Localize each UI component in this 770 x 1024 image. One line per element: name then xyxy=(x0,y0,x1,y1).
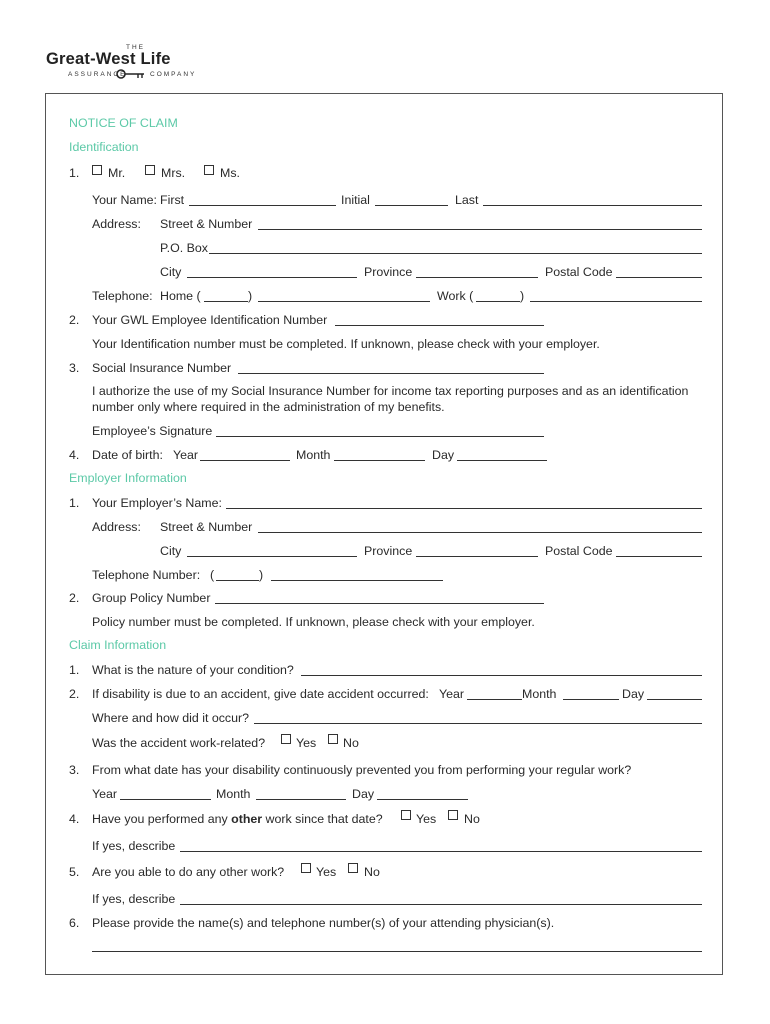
street-label: Street & Number xyxy=(160,217,253,231)
mrs-checkbox[interactable] xyxy=(145,165,155,175)
item-number: 4. xyxy=(69,812,80,826)
employer-area-code-field[interactable] xyxy=(216,580,259,581)
employer-street-label: Street & Number xyxy=(160,520,253,534)
employer-phone-field[interactable] xyxy=(271,580,443,581)
signature-field[interactable] xyxy=(216,436,544,437)
work-related-label: Was the accident work-related? xyxy=(92,736,266,750)
item-number: 1. xyxy=(69,166,80,180)
other-work-text-c: work since that date? xyxy=(262,812,383,826)
dob-year-field[interactable] xyxy=(200,460,290,461)
employee-id-field[interactable] xyxy=(335,325,544,326)
work-phone-label: Work ( xyxy=(437,289,474,303)
employer-street-field[interactable] xyxy=(258,532,702,533)
able-work-yes-label: Yes xyxy=(316,865,337,879)
group-policy-label: Group Policy Number xyxy=(92,591,211,605)
province-label: Province xyxy=(364,265,413,279)
policy-note: Policy number must be completed. If unknown, please check with your employer. xyxy=(92,615,535,629)
accident-day-label: Day xyxy=(622,687,645,701)
logo-company: COMPANY xyxy=(150,71,197,78)
mrs-label: Mrs. xyxy=(161,166,186,180)
dob-day-field[interactable] xyxy=(457,460,547,461)
work-related-yes-checkbox[interactable] xyxy=(281,734,291,744)
other-work-label xyxy=(92,812,383,826)
employer-address-label: Address: xyxy=(92,520,141,534)
mr-checkbox[interactable] xyxy=(92,165,102,175)
employer-city-field[interactable] xyxy=(187,556,357,557)
other-work-emphasis: other xyxy=(231,812,263,826)
employee-id-label: Your GWL Employee Identification Number xyxy=(92,313,328,327)
disability-day-label: Day xyxy=(352,787,375,801)
logo-assurance: ASSURANCE xyxy=(68,71,127,78)
employer-province-label: Province xyxy=(364,544,413,558)
disability-month-field[interactable] xyxy=(256,799,346,800)
city-label: City xyxy=(160,265,182,279)
other-work-describe-label: If yes, describe xyxy=(92,839,176,853)
item-number: 2. xyxy=(69,687,80,701)
where-field[interactable] xyxy=(254,723,702,724)
other-work-no-label: No xyxy=(464,812,480,826)
item-number: 4. xyxy=(69,448,80,462)
home-phone-label: Home ( xyxy=(160,289,201,303)
ms-checkbox[interactable] xyxy=(204,165,214,175)
other-work-yes-checkbox[interactable] xyxy=(401,810,411,820)
able-work-yes-checkbox[interactable] xyxy=(301,863,311,873)
disability-month-label: Month xyxy=(216,787,251,801)
able-work-no-checkbox[interactable] xyxy=(348,863,358,873)
signature-label: Employee’s Signature xyxy=(92,424,213,438)
initial-field[interactable] xyxy=(375,205,448,206)
dob-month-label: Month xyxy=(296,448,331,462)
first-name-label: First xyxy=(160,193,185,207)
employer-name-field[interactable] xyxy=(226,508,702,509)
section-identification: Identification xyxy=(69,140,139,154)
able-work-no-label: No xyxy=(364,865,380,879)
authorization-text-line2: number only where required in the administration of my benefits. xyxy=(92,400,445,414)
id-note: Your Identification number must be completed. If unknown, please check with your employer. xyxy=(92,337,600,351)
other-work-no-checkbox[interactable] xyxy=(448,810,458,820)
employer-province-field[interactable] xyxy=(416,556,538,557)
item-number: 2. xyxy=(69,313,80,327)
province-field[interactable] xyxy=(416,277,538,278)
physician-field[interactable] xyxy=(92,951,702,952)
able-work-describe-field[interactable] xyxy=(180,904,702,905)
where-label: Where and how did it occur? xyxy=(92,711,250,725)
section-employer: Employer Information xyxy=(69,471,187,485)
your-name-label: Your Name: xyxy=(92,193,157,207)
telephone-label: Telephone: xyxy=(92,289,153,303)
dob-label: Date of birth: xyxy=(92,448,163,462)
work-related-no-label: No xyxy=(343,736,359,750)
employer-close-paren: ) xyxy=(259,568,264,582)
logo-brand: Great-West Life xyxy=(46,50,171,68)
able-work-describe-label: If yes, describe xyxy=(92,892,176,906)
company-logo xyxy=(46,44,221,84)
disability-year-label: Year xyxy=(92,787,118,801)
employer-telephone-label: Telephone Number: xyxy=(92,568,201,582)
home-area-code-field[interactable] xyxy=(204,301,248,302)
employer-postal-field[interactable] xyxy=(616,556,702,557)
condition-field[interactable] xyxy=(301,675,702,676)
form-title: NOTICE OF CLAIM xyxy=(69,116,178,130)
city-field[interactable] xyxy=(187,277,357,278)
logo-the: THE xyxy=(126,44,145,51)
item-number: 6. xyxy=(69,916,80,930)
other-work-text-a: Have you performed any xyxy=(92,812,232,826)
sin-field[interactable] xyxy=(238,373,544,374)
street-field[interactable] xyxy=(258,229,702,230)
disability-date-label: From what date has your disability continuously prevented you from performing your regular work? xyxy=(92,763,632,777)
pobox-label: P.O. Box xyxy=(160,241,208,255)
key-icon xyxy=(116,68,146,80)
employer-postal-label: Postal Code xyxy=(545,544,613,558)
initial-label: Initial xyxy=(341,193,370,207)
work-paren: ) xyxy=(520,289,525,303)
item-number: 1. xyxy=(69,663,80,677)
accident-year-label: Year xyxy=(439,687,465,701)
ms-label: Ms. xyxy=(220,166,240,180)
postal-code-field[interactable] xyxy=(616,277,702,278)
first-name-field[interactable] xyxy=(189,205,336,206)
home-phone-field[interactable] xyxy=(258,301,430,302)
mr-label: Mr. xyxy=(108,166,126,180)
other-work-describe-field[interactable] xyxy=(180,851,702,852)
pobox-field[interactable] xyxy=(209,253,702,254)
accident-day-field[interactable] xyxy=(647,699,702,700)
dob-month-field[interactable] xyxy=(334,460,425,461)
able-work-label: Are you able to do any other work? xyxy=(92,865,285,879)
address-label: Address: xyxy=(92,217,141,231)
disability-year-field[interactable] xyxy=(120,799,211,800)
last-name-label: Last xyxy=(455,193,479,207)
accident-year-field[interactable] xyxy=(467,699,522,700)
last-name-field[interactable] xyxy=(483,205,702,206)
dob-year-label: Year xyxy=(173,448,199,462)
dob-day-label: Day xyxy=(432,448,455,462)
sin-label: Social Insurance Number xyxy=(92,361,232,375)
employer-name-label: Your Employer’s Name: xyxy=(92,496,222,510)
item-number: 5. xyxy=(69,865,80,879)
section-claim: Claim Information xyxy=(69,638,167,652)
accident-month-label: Month xyxy=(522,687,557,701)
item-number: 2. xyxy=(69,591,80,605)
condition-label: What is the nature of your condition? xyxy=(92,663,294,677)
accident-month-field[interactable] xyxy=(563,699,619,700)
employer-city-label: City xyxy=(160,544,182,558)
item-number: 3. xyxy=(69,763,80,777)
item-number: 1. xyxy=(69,496,80,510)
authorization-text-line1: I authorize the use of my Social Insurance Number for income tax reporting purposes and as an identification xyxy=(92,384,689,398)
work-related-no-checkbox[interactable] xyxy=(328,734,338,744)
work-phone-field[interactable] xyxy=(530,301,702,302)
work-area-code-field[interactable] xyxy=(476,301,520,302)
disability-day-field[interactable] xyxy=(377,799,468,800)
employer-open-paren: ( xyxy=(210,568,215,582)
accident-date-label: If disability is due to an accident, give date accident occurred: xyxy=(92,687,429,701)
physician-label: Please provide the name(s) and telephone number(s) of your attending physician(s). xyxy=(92,916,555,930)
home-paren: ) xyxy=(248,289,253,303)
group-policy-field[interactable] xyxy=(215,603,544,604)
postal-code-label: Postal Code xyxy=(545,265,613,279)
item-number: 3. xyxy=(69,361,80,375)
other-work-yes-label: Yes xyxy=(416,812,437,826)
work-related-yes-label: Yes xyxy=(296,736,317,750)
